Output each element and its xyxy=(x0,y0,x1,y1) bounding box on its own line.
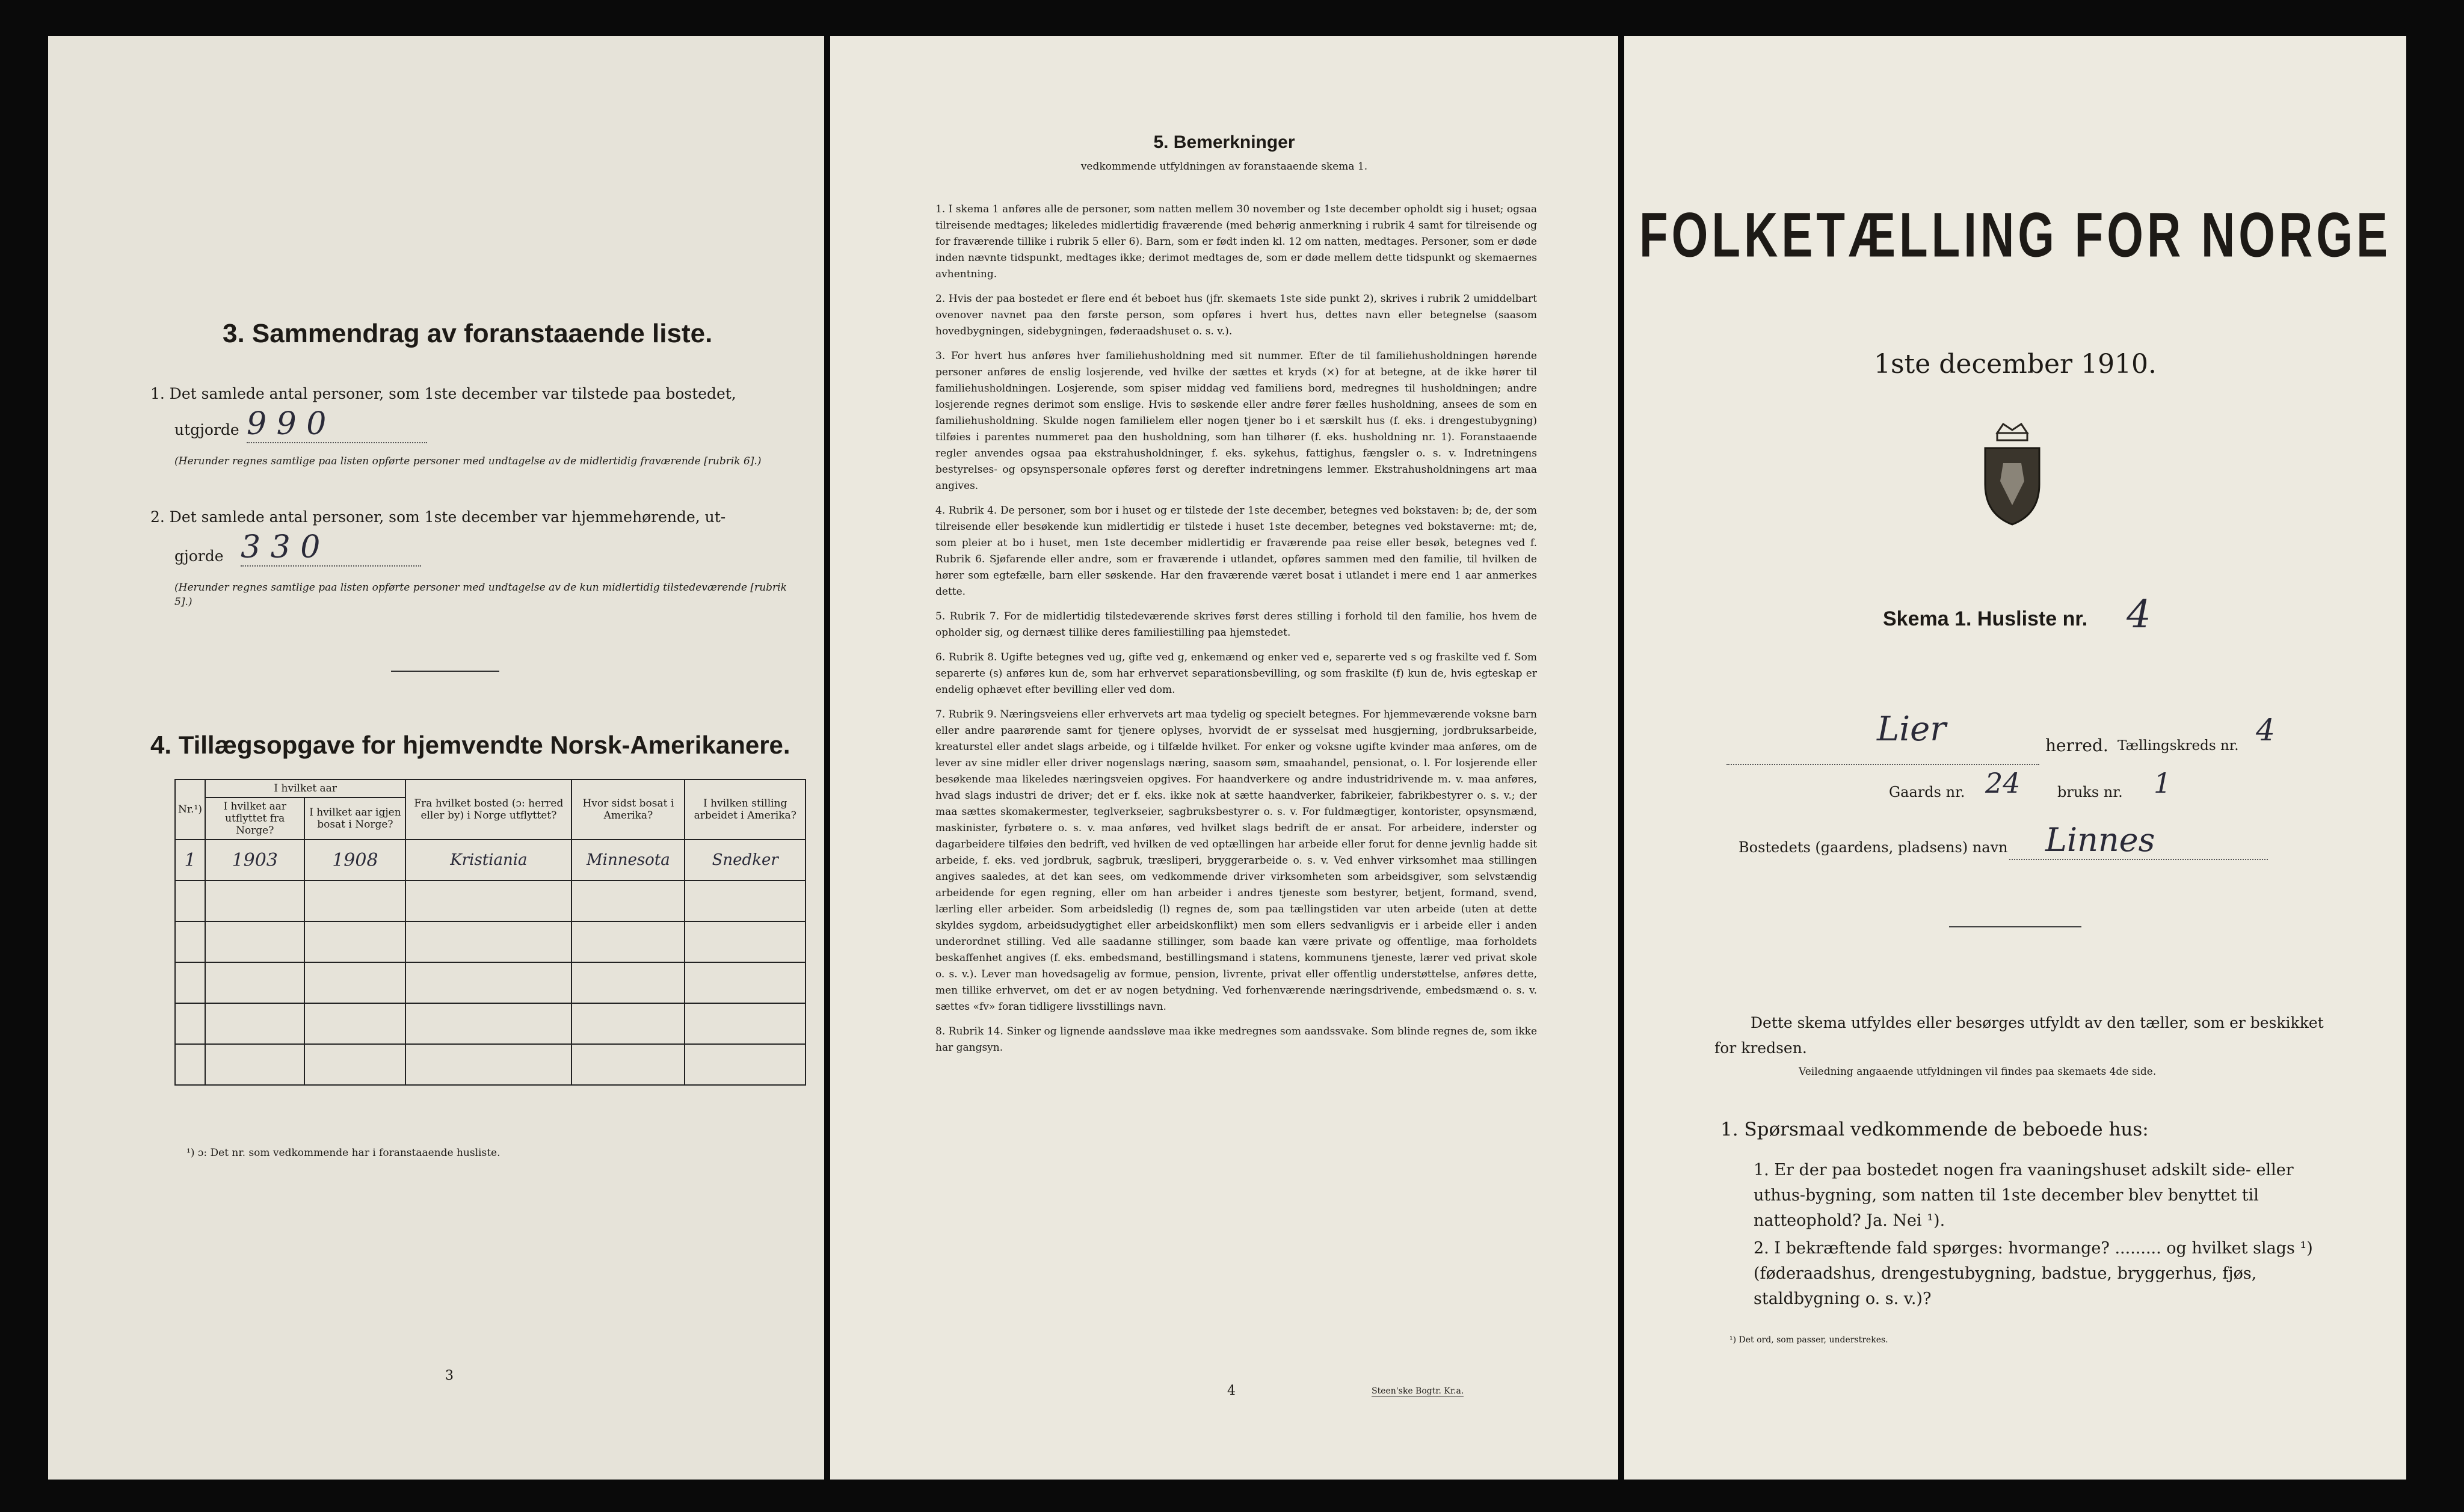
col-emigrated: I hvilket aar utflyttet fra Norge? xyxy=(205,797,304,840)
cell-america: Minnesota xyxy=(571,840,685,880)
schema-number: 4 xyxy=(2127,592,2151,637)
page-3 xyxy=(48,36,824,1480)
herred-label: herred. xyxy=(2045,736,2108,755)
remark-7: 7. Rubrik 9. Næringsveiens eller erhvervets art maa tydelig og specielt betegnes. For hjemmeværende voksne barn eller andre paarørende samt for tjenere oplyses, hvorvidt de er sysselsat med husgjerning, jordbruksarbeide, kreaturstel eller andet slags arbeide, og i tilfælde hvilket. For enker og voksne ugifte kvinder maa anføres, om de lever av sine midler eller driver nogenslags næring, saasom søm, smaahandel, pensionat, o. l. For losjerende eller besøkende maa likeledes næringsveien opgives. For haandverkere og andre industridrivende m. v. maa anføres, hvad slags industri de driver; det er f. eks. ikke nok at sætte haandverker, fabrikeier, fabrikbestyrer o. s. v.; der maa sættes skomakermester, teglverkseier, sagbruksbestyrer o. s. v. For fuldmægtiger, kontorister, opsynsmænd, maskinister, fyrbøtere o. s. v. maa anføres, ved hvilket slags bedrift de er ansat. For arbeidere, inderster og dagarbeidere tilføies den bedrift, ved hvilken de ved optællingen har arbeide eller forut for denne jevnlig hadde sit arbeide, f. eks. ved jordbruk, sagbruk, træsliperi, bryggerarbeide o. s. v. Ved enhver virksomhet maa stillingen angives saaledes, at det kan sees, om vedkommende driver virksomheten som arbeidsgiver, som selvstændig arbeidende for egen regning, eller om han arbeider i andres tjeneste som bestyrer, betjent, formand, svend, lærling eller arbeider. Som arbeidsledig (l) regnes de, som paa tællingstiden var uten arbeide (uten at dette skyldes sygdom, arbeidsudygtighet eller arbeidskonflikt) men som ellers sedvanligvis er i arbeide eller i anden underordnet stilling. Ved alle saadanne stillinger, som baade kan være private og offentlige, maa forholdets beskaffenhet angives (f. eks. embedsmand, bestillingsmand i statens, kommunens tjeneste, lærer ved privat skole o. s. v.). Lever man hovedsagelig av formue, pension, livrente, privat eller offentlig understøttelse, anføres dette, men tillike erhvervet, om det er av nogen betydning. Ved forhenværende næringsdrivende, embedsmænd o. s. v. sættes «fv» foran tidligere livsstillings navn. xyxy=(935,708,1537,1013)
item-2-note: (Herunder regnes samtlige paa listen opførte personer med undtagelse av de kun midlertidig tilstedeværende [rubrik 5].) xyxy=(174,582,787,608)
remark-5: 5. Rubrik 7. For de midlertidig tilstedeværende skrives først deres stilling i forhold til den familie, hos hvem de opholder sig, og dernæst tillike deres familiestilling paa hjemstedet. xyxy=(935,610,1537,639)
item-2-value: 3 3 0 xyxy=(241,529,421,567)
col-america: Hvor sidst bosat i Amerika? xyxy=(571,779,685,840)
remark-8: 8. Rubrik 14. Sinker og lignende aandssløve maa ikke medregnes som aandssvake. Som blinde regnes de, som ikke har gangsyn. xyxy=(935,1025,1537,1054)
ornament-divider xyxy=(1949,926,2081,927)
table-row xyxy=(175,880,805,921)
item-1-lead: utgjorde xyxy=(174,421,239,438)
col-nr: Nr.¹) xyxy=(175,779,205,840)
cell-nr: 1 xyxy=(175,840,205,880)
kreds-label: Tællingskreds nr. xyxy=(2118,738,2239,754)
remark-6: 6. Rubrik 8. Ugifte betegnes ved ug, gifte ved g, enkemænd og enker ved e, separerte ved s og fraskilte ved f. Som separerte (s) anføres kun de, som har erhvervet separationsbevilling, og som fraskilte (f) kun de, hvis egteskap er endelig ophævet efter bevilling eller ved dom. xyxy=(935,651,1537,696)
intro-note: Veiledning angaaende utfyldningen vil findes paa skemaets 4de side. xyxy=(1799,1066,2157,1078)
page-number: 3 xyxy=(445,1368,454,1383)
cell-job: Snedker xyxy=(685,840,805,880)
remarks-body xyxy=(935,201,1537,1065)
page-number: 4 xyxy=(1227,1383,1236,1398)
item-1-note: (Herunder regnes samtlige paa listen opførte personer med undtagelse av de midlertidig fraværende [rubrik 6].) xyxy=(174,455,762,467)
section-4-heading: 4. Tillægsopgave for hjemvendte Norsk-Amerikanere. xyxy=(150,731,790,759)
coat-of-arms-icon xyxy=(1976,421,2048,529)
gaards-value: 24 xyxy=(1985,767,2021,799)
cell-emigrated: 1903 xyxy=(205,840,304,880)
col-group-year: I hvilket aar xyxy=(205,779,405,797)
table-row xyxy=(175,921,805,962)
herred-value: Lier xyxy=(1877,710,1947,749)
questions-heading: 1. Spørsmaal vedkommende de beboede hus: xyxy=(1720,1119,2149,1140)
item-2-lead: gjorde xyxy=(174,547,224,565)
divider xyxy=(391,671,499,672)
col-job: I hvilken stilling arbeidet i Amerika? xyxy=(685,779,805,840)
remark-2: 2. Hvis der paa bostedet er flere end ét beboet hus (jfr. skemaets 1ste side punkt 2), skrives i rubrik 2 umiddelbart ovenover navnet paa den første person, som opføres i hvert hus, dettes navn eller betegnelse (saasom hovedbygningen, sidebygningen, føderaadshuset o. s. v.). xyxy=(935,293,1537,337)
cell-from: Kristiania xyxy=(405,840,571,880)
census-date: 1ste december 1910. xyxy=(1873,349,2157,380)
question-1: 1. Er der paa bostedet nogen fra vaaningshuset adskilt side- eller uthus-bygning, som natten til 1ste december blev benyttet til natteophold? Ja. Nei ¹). xyxy=(1754,1161,2294,1230)
table-row xyxy=(175,962,805,1003)
remarks-heading: 5. Bemerkninger xyxy=(1153,132,1295,152)
table-row xyxy=(175,1044,805,1085)
summary-item-1: 1. Det samlede antal personer, som 1ste december var tilstede paa bostedet, xyxy=(150,385,736,402)
gaards-label: Gaards nr. xyxy=(1889,784,1965,801)
page-footnote: ¹) Det ord, som passer, understrekes. xyxy=(1729,1335,1888,1345)
remarks-subheading: vedkommende utfyldningen av foranstaaende skema 1. xyxy=(1080,161,1368,173)
intro-text: Dette skema utfyldes eller besørges utfyldt av den tæller, som er beskikket for kredsen. xyxy=(1714,1014,2324,1057)
bruks-value: 1 xyxy=(2154,767,2172,799)
remark-1: 1. I skema 1 anføres alle de personer, som natten mellem 30 november og 1ste december opholdt sig i huset; ogsaa tilreisende medtages; likeledes midlertidig fraværende (med behørig anmerkning i rubrik 4 samt for tilreisende og for fraværende tillike i rubrik 5 eller 6). Barn, som er født inden kl. 12 om natten, medtages. Personer, som er døde inden nævnte tidspunkt, medtages ikke; derimot medtages de, som er døde mellem dette tidspunkt og skemaernes avhentning. xyxy=(935,203,1537,280)
bruks-label: bruks nr. xyxy=(2057,784,2123,801)
page-title: FOLKETÆLLING FOR NORGE xyxy=(1639,198,2391,271)
kreds-value: 4 xyxy=(2256,713,2275,748)
bosted-label: Bostedets (gaardens, pladsens) navn xyxy=(1739,839,2008,856)
printer-mark: Steen'ske Bogtr. Kr.a. xyxy=(1372,1386,1464,1396)
cell-returned: 1908 xyxy=(304,840,405,880)
table-row xyxy=(175,1003,805,1044)
table-row xyxy=(175,840,805,880)
remark-4: 4. Rubrik 4. De personer, som bor i huset og er tilstede der 1ste december, betegnes ved bokstaven: b; de, der som tilreisende eller besøkende kun midlertidig er tilstede i huset 1ste december, betegnes ved bokstaverne: mt; de, som pleier at bo i huset, men 1ste december midlertidig er fraværende paa reise eller besøk, betegnes ved f. Rubrik 6. Sjøfarende eller andre, som er fraværende i utlandet, opføres sammen med den familie, til hvilken de hører som egtefælle, barn eller søskende. Har den fraværende været bosat i utlandet i mere end 1 aar anmerkes dette. xyxy=(935,505,1537,598)
page-4 xyxy=(830,36,1618,1480)
item-1-value: 9 9 0 xyxy=(247,406,427,443)
col-returned: I hvilket aar igjen bosat i Norge? xyxy=(304,797,405,840)
remark-3: 3. For hvert hus anføres hver familiehusholdning med sit nummer. Efter de til familiehusholdningen hørende personer anføres de enslig losjerende, ved hvilke der sættes et kryds (×) for at betegne, at de ikke hører til familiehusholdningen. Losjerende, som spiser middag ved familiens bord, medregnes til husholdningen; andre losjerende regnes derimot som enslige. Hvis to søskende eller andre fører fælles husholdning, ansees de som en familiehusholdning. Skulde nogen familielem eller nogen tjener bo i et særskilt hus (f. eks. i drengestubygning) tilføies i parentes nummeret paa den husholdning, som han tilhører (f. eks. husholdning nr. 1). Foranstaaende regler anvendes ogsaa paa ekstrahusholdninger, f. eks. sykehus, fattighus, fængsler o. s. v. Indretningens bestyrelses- og opsynspersonale opføres først og derefter indretningens lemmer. Ekstrahusholdningens art maa angives. xyxy=(935,350,1537,492)
bosted-value: Linnes xyxy=(2045,821,2155,859)
schema-label: Skema 1. Husliste nr. xyxy=(1883,607,2088,630)
page-1 xyxy=(1624,36,2406,1480)
summary-item-2: 2. Det samlede antal personer, som 1ste december var hjemmehørende, ut- xyxy=(150,508,726,526)
norsk-amerikanere-table xyxy=(174,779,806,1086)
table-footnote: ¹) ɔ: Det nr. som vedkommende har i foranstaaende husliste. xyxy=(186,1147,500,1159)
question-2: 2. I bekræftende fald spørges: hvormange? ......... og hvilket slags ¹) (føderaadshus, drengestubygning, badstue, bryggerhus, fjøs, staldbygning o. s. v.)? xyxy=(1754,1239,2313,1308)
col-from: Fra hvilket bosted (ɔ: herred eller by) i Norge utflyttet? xyxy=(405,779,571,840)
section-3-heading: 3. Sammendrag av foranstaaende liste. xyxy=(223,319,713,348)
